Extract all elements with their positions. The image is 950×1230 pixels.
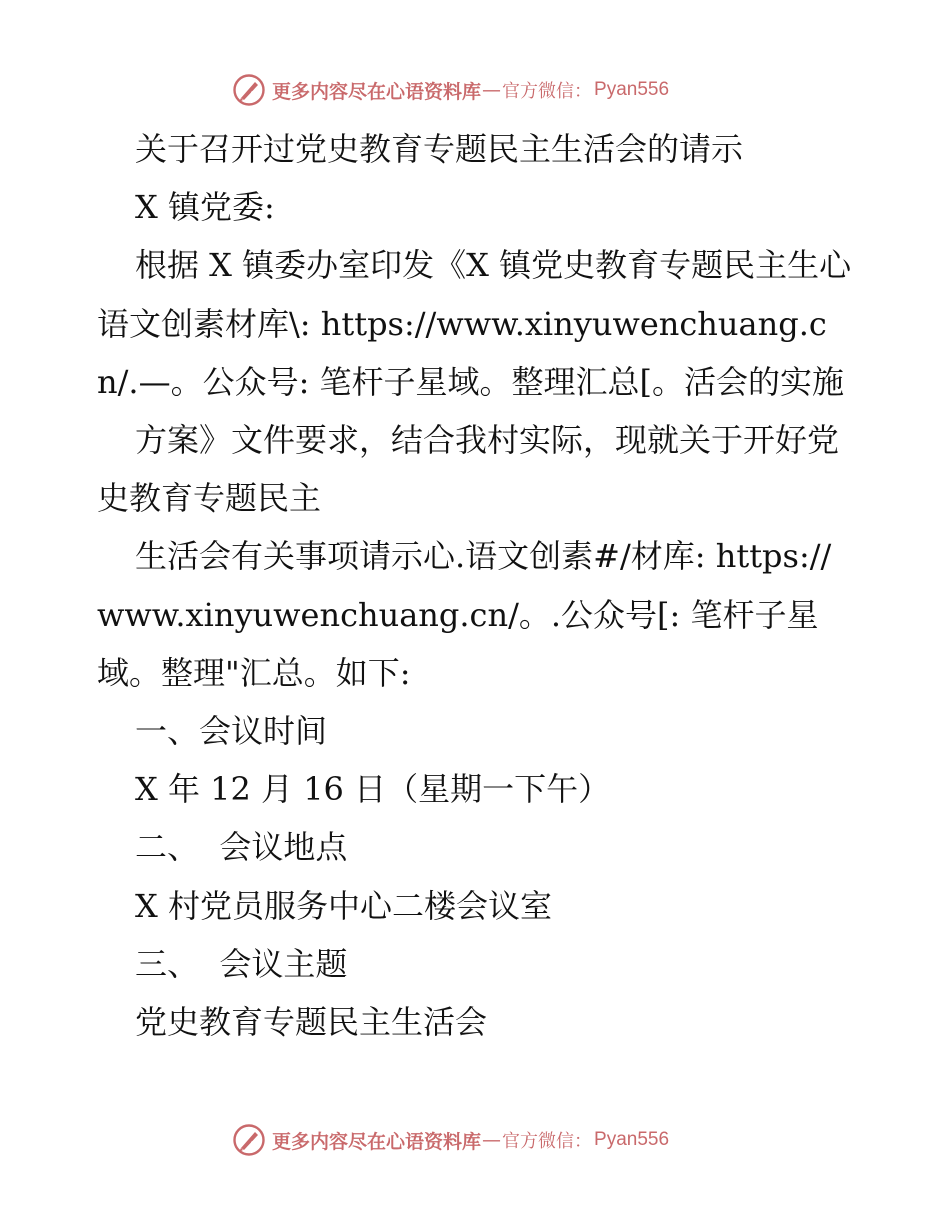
watermark-wechat-id: Pyan556 [594, 79, 670, 100]
salutation: X 镇党委: [135, 188, 275, 227]
section-body-time: X 年 12 月 16 日（星期一下午） [135, 770, 611, 809]
pen-seal-icon [232, 1123, 266, 1157]
watermark-wechat-id: Pyan556 [594, 1129, 670, 1150]
watermark-official-label: 官方微信： [502, 81, 593, 102]
paragraph-2: 方案》文件要求，结合我村实际，现就关于开好党史教育专题民主 [97, 421, 840, 518]
section-body-location: X 村党员服务中心二楼会议室 [135, 886, 552, 925]
pen-seal-icon [232, 73, 266, 107]
section-heading-time: 一、会议时间 [135, 712, 328, 751]
section-heading-theme: 三、 会议主题 [135, 944, 348, 983]
watermark-dash: — [482, 79, 502, 101]
document-body [97, 120, 857, 1051]
paragraph-3: 生活会有关事项请示心.语文创素#/材库: https://www.xinyuwenchuang.cn/。.公众号[: 笔杆子星域。整理"汇总。如下: [97, 537, 832, 692]
section-heading-location: 二、 会议地点 [135, 828, 348, 867]
watermark-banner-bottom [232, 1122, 669, 1158]
section-body-theme: 党史教育专题民主生活会 [135, 1003, 488, 1042]
watermark-text: 更多内容尽在心语资料库 [272, 80, 482, 103]
watermark-dash: — [482, 1129, 502, 1151]
paragraph-1: 根据 X 镇委办室印发《X 镇党史教育专题民主生心语文创素材库\: https://www.xinyuwenchuang.cn/.—。公众号: 笔杆子星域。整理汇总[。活会的实施 [97, 246, 852, 401]
watermark-banner-top [232, 72, 669, 108]
watermark-official-label: 官方微信： [502, 1131, 593, 1152]
document-title: 关于召开过党史教育专题民主生活会的请示 [135, 130, 744, 168]
watermark-text: 更多内容尽在心语资料库 [272, 1130, 482, 1153]
